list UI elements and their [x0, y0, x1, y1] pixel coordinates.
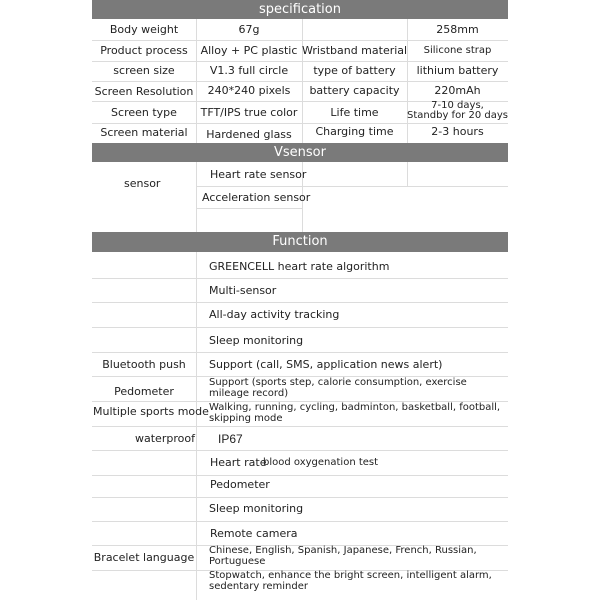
- col-divider: [196, 162, 197, 232]
- spec-label: Screen Resolution: [94, 85, 194, 98]
- sensor-item: Acceleration sensor: [202, 191, 311, 204]
- row-divider: [92, 450, 508, 451]
- spec-label: Screen material: [100, 126, 188, 139]
- spec-label: Life time: [330, 106, 379, 119]
- spec-value: Alloy + PC plastic: [200, 44, 298, 57]
- col-divider: [302, 19, 303, 143]
- spec-label: Body weight: [109, 23, 179, 36]
- row-divider: [92, 302, 508, 303]
- spec-label: screen size: [113, 64, 175, 77]
- function-value: Chinese, English, Spanish, Japanese, French, Russian,: [209, 545, 477, 556]
- spec-value: lithium battery: [416, 64, 499, 77]
- function-value: GREENCELL heart rate algorithm: [209, 260, 390, 273]
- row-divider: [92, 40, 508, 41]
- function-header: [92, 232, 508, 252]
- row-divider: [92, 123, 508, 124]
- row-divider: [92, 497, 508, 498]
- spec-label: battery capacity: [309, 84, 400, 97]
- row-divider: [92, 278, 508, 279]
- function-value: Sleep monitoring: [209, 502, 304, 515]
- spec-label: Charging time: [315, 125, 394, 138]
- function-value: Multi-sensor: [209, 284, 277, 297]
- function-value-extra: blood oxygenation test: [263, 457, 379, 468]
- function-label: waterproof: [135, 432, 195, 445]
- sensor-label: sensor: [124, 177, 161, 190]
- function-value: Support (call, SMS, application news alert): [209, 358, 443, 371]
- row-divider: [92, 475, 508, 476]
- row-divider: [92, 327, 508, 328]
- function-label: Bracelet language: [93, 551, 195, 564]
- spec-value: 7-10 days,: [431, 100, 484, 111]
- function-value: Remote camera: [210, 527, 298, 540]
- row-divider: [92, 81, 508, 82]
- col-divider: [407, 19, 408, 143]
- row-divider: [92, 61, 508, 62]
- specification-header: [92, 0, 508, 19]
- row-divider: [92, 352, 508, 353]
- spec-value: 240*240 pixels: [207, 84, 291, 97]
- row-divider: [92, 426, 508, 427]
- spec-value: TFT/IPS true color: [200, 106, 298, 119]
- function-value: Sleep monitoring: [209, 334, 304, 347]
- spec-value: Silicone strap: [423, 45, 492, 56]
- function-value: Heart rate: [210, 456, 267, 469]
- function-value-line2: sedentary reminder: [209, 581, 308, 592]
- function-value: Walking, running, cycling, badminton, basketball, football,: [209, 402, 501, 413]
- spec-value: Hardened glass: [206, 128, 292, 141]
- function-value: IP67: [218, 432, 243, 446]
- function-label: Multiple sports mode: [93, 405, 209, 418]
- row-divider: [196, 208, 302, 209]
- function-label: Bluetooth push: [102, 358, 186, 371]
- spec-value-line2: Standby for 20 days: [407, 110, 508, 121]
- spec-value: 258mm: [436, 23, 479, 36]
- col-divider: [407, 162, 408, 186]
- col-divider: [196, 19, 197, 143]
- spec-label: Wristband material: [302, 44, 408, 57]
- function-value-line2: mileage record): [209, 388, 289, 399]
- row-divider: [196, 186, 508, 187]
- function-value: Pedometer: [210, 478, 270, 491]
- spec-value: 220mAh: [434, 84, 481, 97]
- function-value-line2: skipping mode: [209, 413, 283, 424]
- function-value-line2: Portuguese: [209, 556, 266, 567]
- function-title: Function: [272, 234, 328, 249]
- function-value: All-day activity tracking: [209, 308, 340, 321]
- spec-value: V1.3 full circle: [209, 64, 289, 77]
- specification-title: specification: [259, 2, 341, 17]
- sensor-title: Vsensor: [274, 145, 326, 160]
- spec-value: 2-3 hours: [431, 125, 484, 138]
- row-divider: [92, 521, 508, 522]
- spec-value: 67g: [238, 23, 260, 36]
- function-value: Stopwatch, enhance the bright screen, intelligent alarm,: [209, 570, 492, 581]
- spec-label: Product process: [100, 44, 188, 57]
- spec-label: type of battery: [313, 64, 396, 77]
- spec-label: Screen type: [111, 106, 177, 119]
- function-label: Pedometer: [114, 385, 174, 398]
- sensor-header: [92, 143, 508, 162]
- sensor-item: Heart rate sensor: [210, 168, 307, 181]
- function-value: Support (sports step, calorie consumption, exercise: [209, 377, 467, 388]
